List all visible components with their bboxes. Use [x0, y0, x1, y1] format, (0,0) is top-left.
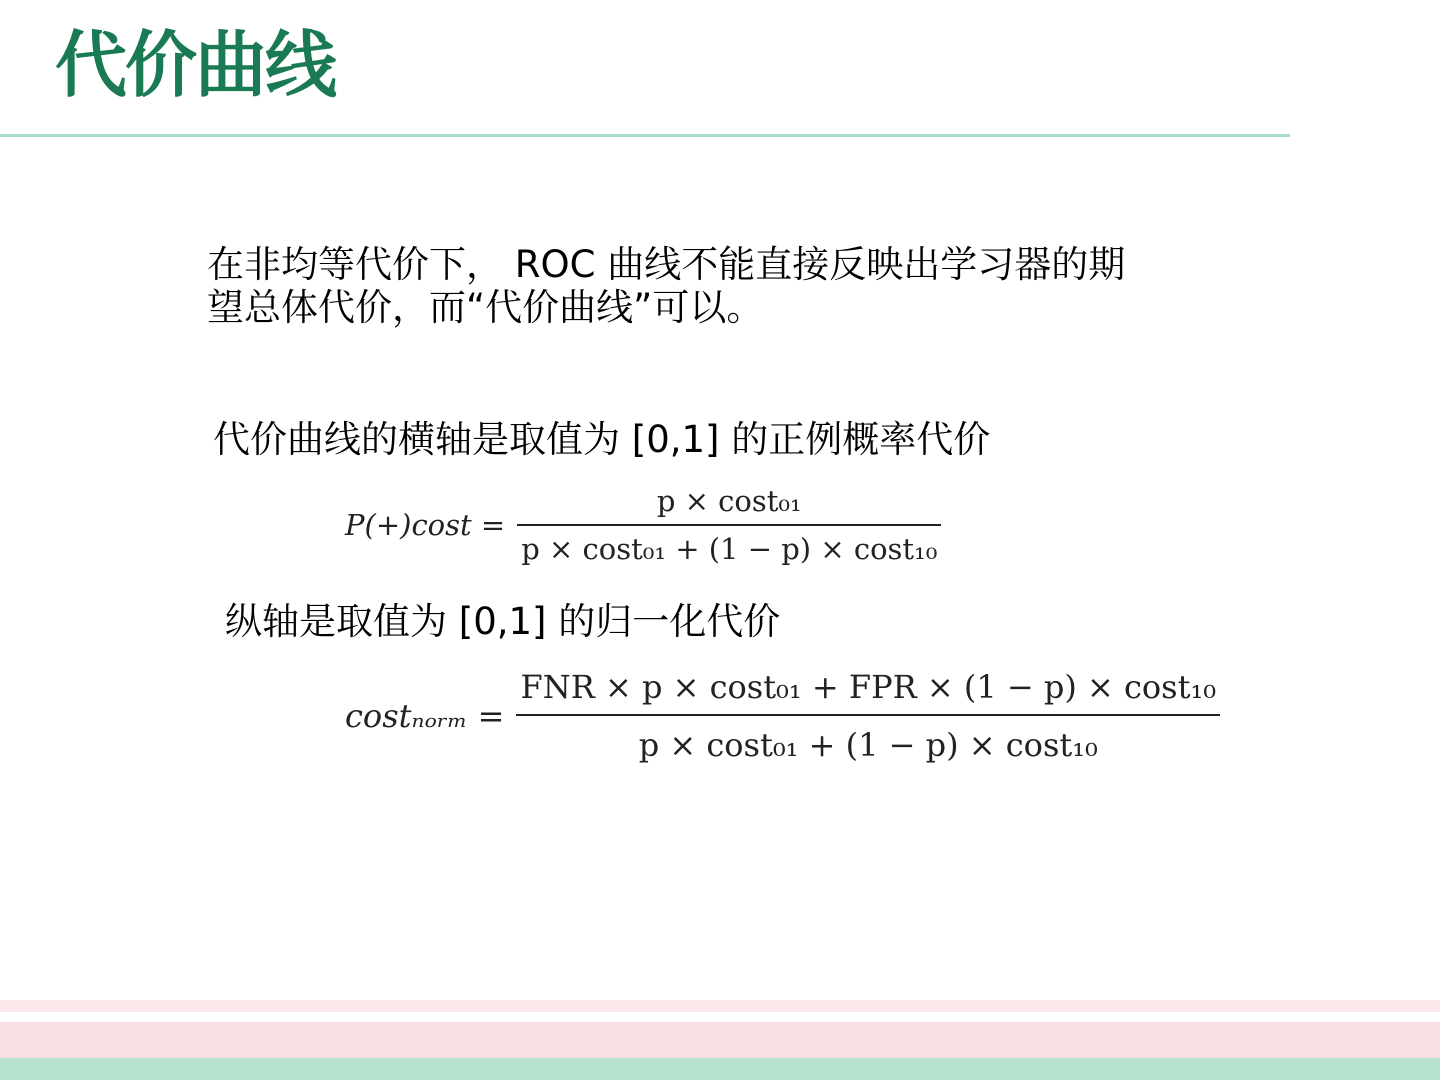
title-divider	[0, 134, 1290, 137]
footer-band-green	[0, 1058, 1440, 1080]
formula1-denominator: p × cost₀₁ + (1 − p) × cost₁₀	[521, 532, 938, 566]
intro-paragraph	[207, 243, 1125, 329]
formula2-denominator: p × cost₀₁ + (1 − p) × cost₁₀	[638, 726, 1098, 764]
footer-band-light	[0, 1000, 1440, 1012]
normalized-cost-formula	[345, 668, 1220, 764]
positive-probability-cost-formula	[345, 484, 941, 566]
y-axis-description: 纵轴是取值为 [0,1] 的归一化代价	[225, 600, 781, 643]
intro-line-1: 在非均等代价下， ROC 曲线不能直接反映出学习器的期	[207, 243, 1126, 286]
slide-title: 代价曲线	[55, 23, 336, 107]
formula2-numerator: FNR × p × cost₀₁ + FPR × (1 − p) × cost₁₀	[520, 668, 1217, 706]
footer-band-pink	[0, 1022, 1440, 1058]
formula2-fraction	[516, 668, 1220, 764]
formula1-numerator: p × cost₀₁	[656, 484, 802, 518]
formula1-fraction	[517, 484, 941, 566]
formula1-lhs: P(+)cost =	[345, 508, 506, 542]
formula2-lhs: costₙₒᵣₘ =	[345, 697, 505, 735]
x-axis-description: 代价曲线的横轴是取值为 [0,1] 的正例概率代价	[213, 418, 991, 461]
intro-line-2: 望总体代价，而“代价曲线”可以。	[207, 286, 764, 329]
